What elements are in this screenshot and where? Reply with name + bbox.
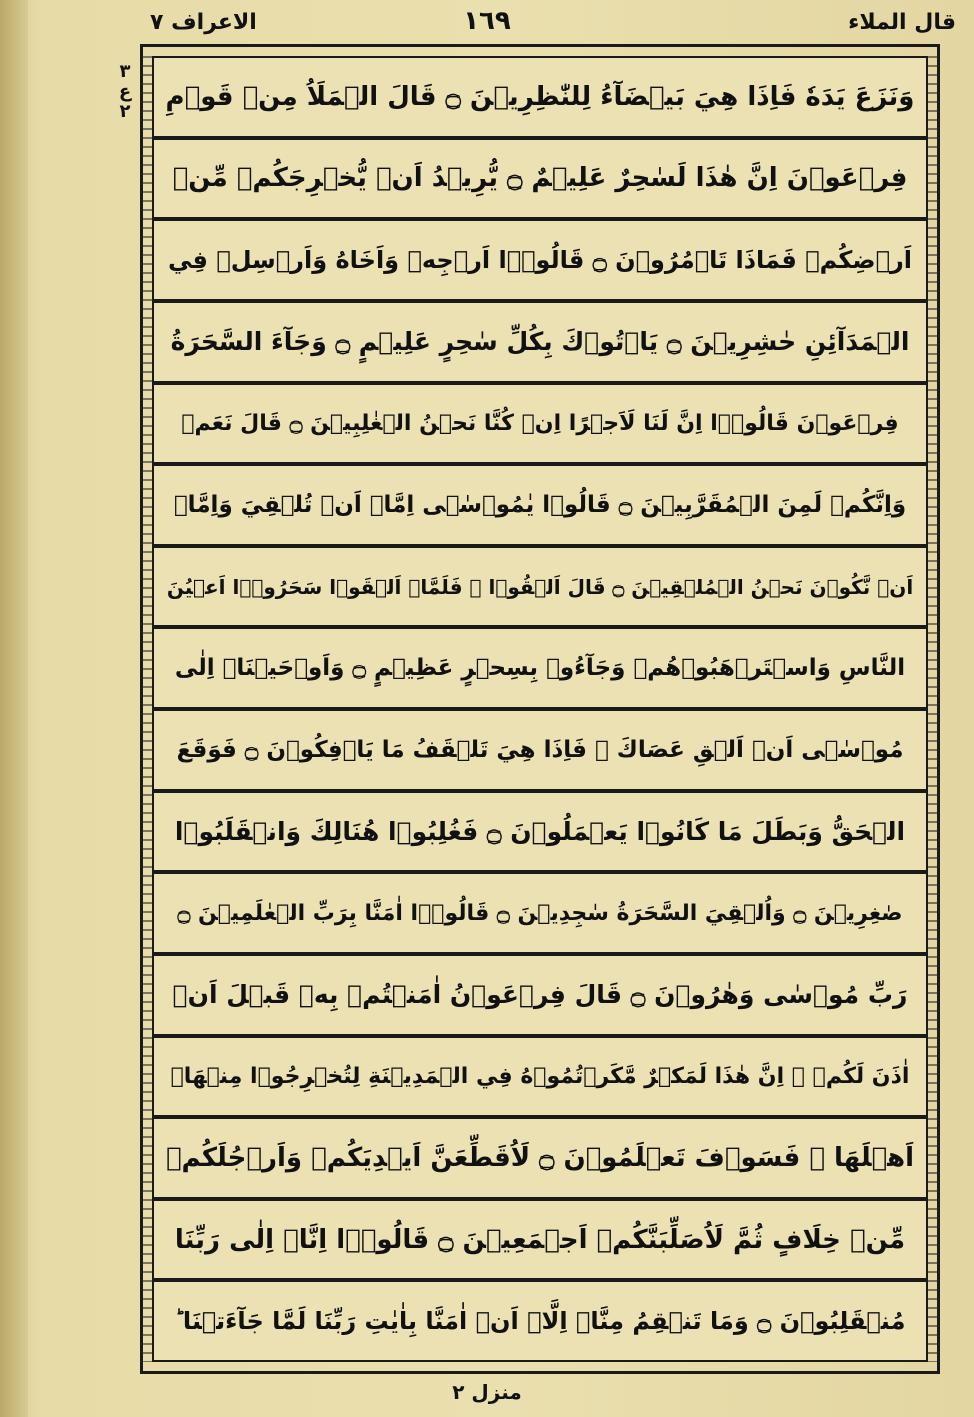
- page-number: ١٦٩: [463, 6, 511, 36]
- text-line: اَهۡلَهَا ۚ فَسَوۡفَ تَعۡلَمُوۡنَ ۝ لَاُقَطِّعَنَّ اَيۡدِيَكُمۡ وَاَرۡجُلَكُمۡ: [152, 1119, 928, 1201]
- text-line: اٰذَنَ لَكُمۡ ۚ اِنَّ هٰذَا لَمَكۡرٌ مَّكَرۡتُمُوۡهُ فِي الۡمَدِيۡنَةِ لِتُخۡرِجُوۡا مِنۡهَاۤ: [152, 1038, 928, 1120]
- ornament-border-right: [928, 56, 940, 1362]
- ornament-border-left: [140, 56, 152, 1362]
- text-line: اَرۡضِكُمۡ فَمَاذَا تَاۡمُرُوۡنَ ۝ قَالُوۡۤا اَرۡجِهۡ وَاَخَاهُ وَاَرۡسِلۡ فِي: [152, 221, 928, 303]
- text-line: اَنۡ نَّكُوۡنَ نَحۡنُ الۡمُلۡقِيۡنَ ۝ قَالَ اَلۡقُوۡا ۚ فَلَمَّاۤ اَلۡقَوۡا سَحَرُوۡۤا اَعۡيُنَ: [152, 548, 928, 630]
- text-line: وَاِنَّكُمۡ لَمِنَ الۡمُقَرَّبِيۡنَ ۝ قَالُوۡا يٰمُوۡسٰۤى اِمَّاۤ اَنۡ تُلۡقِيَ وَاِمَّاۤ: [152, 466, 928, 548]
- header-juz-name: قال الملاء: [848, 10, 956, 35]
- manzil-footer: منزل ٢: [452, 1380, 522, 1404]
- text-line: وَنَزَعَ يَدَهٗ فَاِذَا هِيَ بَيۡضَآءُ لِلنّٰظِرِيۡنَ ۝ قَالَ الۡمَلَاُ مِنۡ قَوۡمِ: [152, 58, 928, 140]
- text-line: مِّنۡ خِلَافٍ ثُمَّ لَاُصَلِّبَنَّكُمۡ اَجۡمَعِيۡنَ ۝ قَالُوۡۤا اِنَّاۤ اِلٰى رَبِّنَا: [152, 1201, 928, 1283]
- ruku-marker: ٣ ع ٢: [118, 61, 132, 122]
- text-line: النَّاسِ وَاسۡتَرۡهَبُوۡهُمۡ وَجَآءُوۡ بِسِحۡرٍ عَظِيۡمٍ ۝ وَاَوۡحَيۡنَاۤ اِلٰى: [152, 629, 928, 711]
- text-line: صٰغِرِيۡنَ ۝ وَاُلۡقِيَ السَّحَرَةُ سٰجِدِيۡنَ ۝ قَالُوۡۤا اٰمَنَّا بِرَبِّ الۡعٰلَمِيۡنَ ۝: [152, 874, 928, 956]
- text-line: فِرۡعَوۡنَ اِنَّ هٰذَا لَسٰحِرٌ عَلِيۡمٌ ۝ يُّرِيۡدُ اَنۡ يُّخۡرِجَكُمۡ مِّنۡ: [152, 140, 928, 222]
- text-line: الۡمَدَآئِنِ حٰشِرِيۡنَ ۝ يَاۡتُوۡكَ بِكُلِّ سٰحِرٍ عَلِيۡمٍ ۝ وَجَآءَ السَّحَرَةُ: [152, 303, 928, 385]
- page-spine: [0, 0, 28, 1417]
- text-line: فِرۡعَوۡنَ قَالُوۡۤا اِنَّ لَنَا لَاَجۡرًا اِنۡ كُنَّا نَحۡنُ الۡغٰلِبِيۡنَ ۝ قَالَ نَعَمۡ: [152, 385, 928, 467]
- text-line: رَبِّ مُوۡسٰى وَهٰرُوۡنَ ۝ قَالَ فِرۡعَوۡنُ اٰمَنۡتُمۡ بِهٖ قَبۡلَ اَنۡ: [152, 956, 928, 1038]
- text-line: مُوۡسٰۤى اَنۡ اَلۡقِ عَصَاكَ ۚ فَاِذَا هِيَ تَلۡقَفُ مَا يَاۡفِكُوۡنَ ۝ فَوَقَعَ: [152, 711, 928, 793]
- text-lines: [152, 58, 928, 1360]
- header-surah-name: الاعراف ٧: [150, 10, 257, 35]
- text-line: مُنۡقَلِبُوۡنَ ۝ وَمَا تَنۡقِمُ مِنَّاۤ اِلَّاۤ اَنۡ اٰمَنَّا بِاٰيٰتِ رَبِّنَا لَمَّا جَآءَتۡنَا ؕ: [174, 1307, 906, 1336]
- text-line: الۡحَقُّ وَبَطَلَ مَا كَانُوۡا يَعۡمَلُوۡنَ ۝ فَغُلِبُوۡا هُنَالِكَ وَانۡقَلَبُوۡا: [152, 793, 928, 875]
